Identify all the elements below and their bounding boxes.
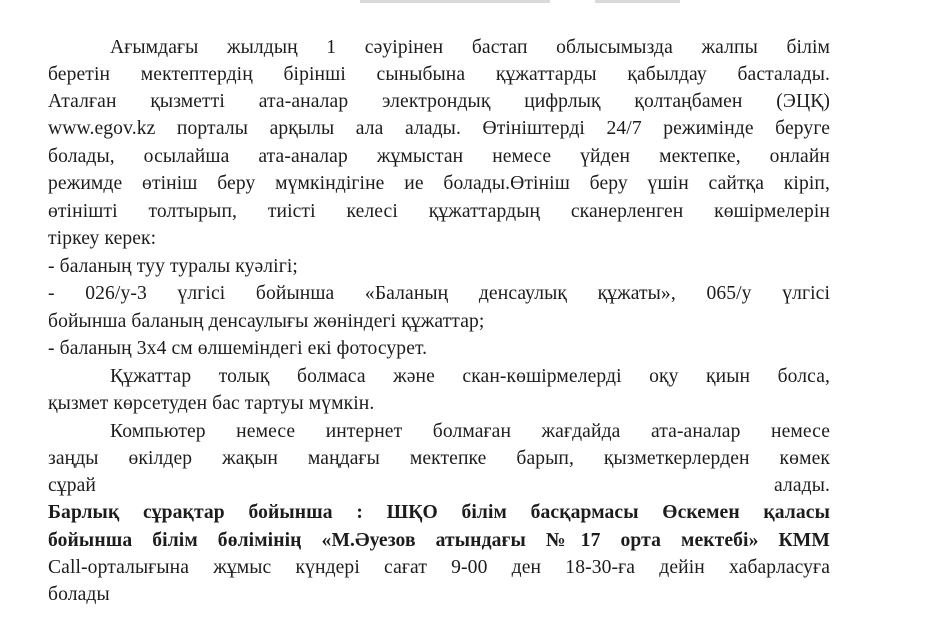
contact-line-1: Барлық сұрақтар бойынша : ШҚО білім басқармасы Өскемен қаласы — [48, 502, 830, 523]
paragraph-2-line-2: қызмет көрсетуден бас тартуы мүмкін. — [48, 393, 375, 414]
list-item-health-document: - 026/у-3 үлгісі бойынша «Баланың денсаулық құжаты», 065/у үлгісі — [48, 283, 830, 304]
paragraph-1-line-6: режимде өтініш беру мүмкіндігіне ие болады.Өтініш беру үшін сайтқа кіріп, — [48, 173, 830, 194]
paragraph-1-line-8: тіркеу керек: — [48, 228, 157, 249]
paragraph-1-line-1: Ағымдағы жылдың 1 сәуірінен бастап облысымызда жалпы білім — [110, 37, 830, 58]
contact-line-2: бойынша білім бөлімінің «М.Әуезов атындағы №17 орта мектебі» КММ — [48, 530, 830, 551]
cropped-line-fragment — [360, 0, 550, 3]
list-item-birth-certificate: - баланың туу туралы куәлігі; — [48, 256, 298, 277]
paragraph-1-line-4: www.egov.kz порталы арқылы ала алады. Өтініштерді 24/7 режимінде беруге — [48, 118, 830, 139]
paragraph-3-line-1: Компьютер немесе интернет болмаған жағдайда ата-аналар немесе — [110, 421, 830, 442]
paragraph-3-line-2: заңды өкілдер жақын маңдағы мектепке барып, қызметкерлерден көмек — [48, 448, 830, 469]
paragraph-2-line-1: Құжаттар толық болмаса және скан-көшірмелерді оқу қиын болса, — [110, 366, 830, 387]
list-item-health-document-cont: бойынша баланың денсаулығы жөніндегі құжаттар; — [48, 311, 485, 332]
paragraph-1-line-3: Аталған қызметті ата-аналар электрондық цифрлық қолтаңбамен (ЭЦҚ) — [48, 91, 830, 112]
list-item-photos: - баланың 3х4 см өлшеміндегі екі фотосурет. — [48, 338, 428, 359]
paragraph-1-line-5: болады, осылайша ата-аналар жұмыстан немесе үйден мектепке, онлайн — [48, 146, 830, 167]
paragraph-3-line-3: сұрай алады. — [48, 475, 830, 496]
contact-line-4: болады — [48, 584, 110, 605]
cropped-line-fragment — [595, 0, 680, 3]
paragraph-1-line-2: беретін мектептердің бірінші сыныбына құжаттарды қабылдау басталады. — [48, 64, 830, 85]
paragraph-1-line-7: өтінішті толтырып, тиісті келесі құжаттардың сканерленген көшірмелерін — [48, 201, 830, 222]
contact-line-3: Call-орталығына жұмыс күндері сағат 9-00 ден 18-30-ға дейін хабарласуға — [48, 557, 830, 578]
